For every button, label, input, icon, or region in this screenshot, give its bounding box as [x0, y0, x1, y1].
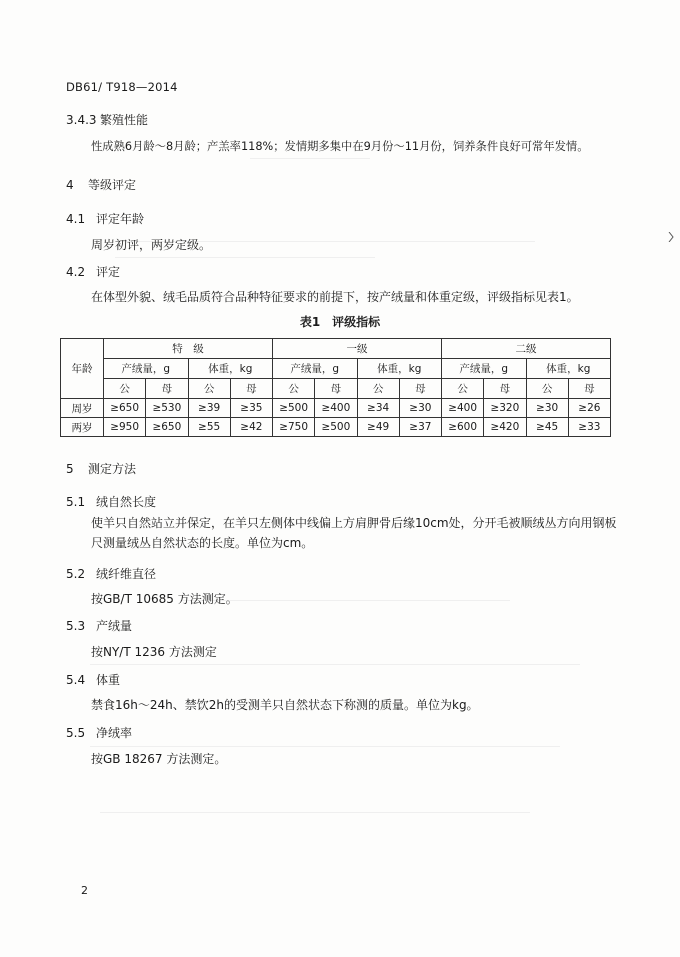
heading-5-2 — [66, 565, 156, 582]
heading-title: 绒纤维直径 — [96, 567, 157, 581]
table-cell: ≥42 — [230, 418, 272, 437]
paragraph-body-weight: 禁食16h～24h、禁饮2h的受测羊只自然状态下称测的质量。单位为kg。 — [91, 698, 479, 712]
heading-4-1 — [66, 210, 144, 227]
sex-female: 母 — [484, 379, 526, 399]
heading-title: 测定方法 — [88, 462, 137, 476]
paragraph-breeding: 性成熟6月龄～8月龄；产羔率118%；发情期多集中在9月份～11月份，饲养条件良好可常年发情。 — [91, 140, 589, 153]
heading-number: 4 — [66, 178, 74, 192]
table-cell: ≥45 — [526, 418, 568, 437]
heading-3-4-3 — [66, 111, 148, 128]
table-cell: ≥33 — [568, 418, 610, 437]
paragraph-cashmere-yield: 按NY/T 1236 方法测定 — [91, 645, 217, 659]
table-cell: ≥750 — [273, 418, 315, 437]
heading-number: 3.4.3 — [66, 113, 97, 127]
heading-number: 5.5 — [66, 726, 86, 740]
row-age: 两岁 — [61, 418, 104, 437]
table-cell: ≥49 — [357, 418, 399, 437]
table-cell: ≥400 — [315, 399, 357, 418]
heading-number: 5.2 — [66, 567, 86, 581]
heading-number: 5 — [66, 462, 74, 476]
sex-male: 公 — [357, 379, 399, 399]
table-cell: ≥400 — [442, 399, 484, 418]
heading-4-2 — [66, 263, 120, 280]
table-cell: ≥30 — [399, 399, 441, 418]
page-number: 2 — [81, 884, 88, 897]
heading-title: 体重 — [96, 673, 121, 687]
table-cell: ≥320 — [484, 399, 526, 418]
heading-title: 评定 — [96, 265, 121, 279]
heading-number: 4.1 — [66, 212, 86, 226]
paragraph-grading: 在体型外貌、绒毛品质符合品种特征要求的前提下，按产绒量和体重定级，评级指标见表1。 — [91, 290, 579, 304]
paragraph-fiber-length: 使羊只自然站立并保定，在羊只左侧体中线偏上方肩胛骨后缘10cm处，分开毛被顺绒丛方向用钢板尺测量绒丛自然状态的长度。单位为cm。 — [91, 516, 617, 550]
grade-second-header: 二级 — [442, 339, 611, 359]
document-code: DB61/ T918—2014 — [66, 80, 178, 94]
table-cell: ≥35 — [230, 399, 272, 418]
table-cell: ≥420 — [484, 418, 526, 437]
table-sex-row — [61, 379, 611, 399]
paragraph-clean-rate: 按GB 18267 方法测定。 — [91, 752, 227, 766]
heading-number: 5.1 — [66, 495, 86, 509]
heading-title: 繁殖性能 — [100, 113, 149, 127]
sex-female: 母 — [315, 379, 357, 399]
edge-mark — [668, 232, 674, 242]
sex-female: 母 — [399, 379, 441, 399]
body-weight-header: 体重，kg — [188, 359, 273, 379]
heading-5-5 — [66, 724, 132, 741]
sex-female: 母 — [568, 379, 610, 399]
paragraph-age: 周岁初评，两岁定级。 — [91, 238, 212, 252]
heading-5-3 — [66, 617, 132, 634]
sex-male: 公 — [526, 379, 568, 399]
grading-table — [60, 338, 611, 437]
table-cell: ≥30 — [526, 399, 568, 418]
row-age: 周岁 — [61, 399, 104, 418]
heading-title: 评定年龄 — [96, 212, 145, 226]
table-cell: ≥500 — [273, 399, 315, 418]
heading-5-4 — [66, 671, 120, 688]
heading-title: 净绒率 — [96, 726, 133, 740]
table-row — [61, 399, 611, 418]
sex-male: 公 — [188, 379, 230, 399]
cashmere-yield-header: 产绒量，g — [104, 359, 189, 379]
body-weight-header: 体重，kg — [526, 359, 611, 379]
heading-title: 等级评定 — [88, 178, 137, 192]
heading-title: 绒自然长度 — [96, 495, 157, 509]
heading-5-1 — [66, 493, 156, 510]
table-subheader-row — [61, 359, 611, 379]
bleed-through — [90, 746, 560, 747]
table-cell: ≥600 — [442, 418, 484, 437]
heading-number: 5.4 — [66, 673, 86, 687]
heading-number: 4.2 — [66, 265, 86, 279]
grade-special-header: 特 级 — [104, 339, 273, 359]
table-cell: ≥37 — [399, 418, 441, 437]
heading-5 — [66, 460, 136, 477]
table-cell: ≥650 — [104, 399, 146, 418]
bleed-through — [90, 664, 580, 665]
grade-first-header: 一级 — [273, 339, 442, 359]
sex-female: 母 — [230, 379, 272, 399]
cashmere-yield-header: 产绒量，g — [442, 359, 527, 379]
table-caption: 表1 评级指标 — [299, 315, 381, 329]
table-cell: ≥530 — [146, 399, 188, 418]
table-row — [61, 418, 611, 437]
sex-female: 母 — [146, 379, 188, 399]
sex-male: 公 — [273, 379, 315, 399]
heading-number: 5.3 — [66, 619, 86, 633]
paragraph-fiber-diameter: 按GB/T 10685 方法测定。 — [91, 592, 238, 606]
table-cell: ≥950 — [104, 418, 146, 437]
sex-male: 公 — [104, 379, 146, 399]
table-cell: ≥500 — [315, 418, 357, 437]
table-cell: ≥39 — [188, 399, 230, 418]
sex-male: 公 — [442, 379, 484, 399]
heading-title: 产绒量 — [96, 619, 133, 633]
age-header: 年龄 — [61, 339, 104, 399]
table-header-row — [61, 339, 611, 359]
cashmere-yield-header: 产绒量，g — [273, 359, 358, 379]
bleed-through — [100, 812, 530, 813]
table-cell: ≥26 — [568, 399, 610, 418]
table-cell: ≥55 — [188, 418, 230, 437]
bleed-through — [250, 158, 370, 159]
bleed-through — [115, 257, 375, 258]
table-cell: ≥34 — [357, 399, 399, 418]
heading-4 — [66, 176, 136, 193]
table-cell: ≥650 — [146, 418, 188, 437]
body-weight-header: 体重，kg — [357, 359, 442, 379]
